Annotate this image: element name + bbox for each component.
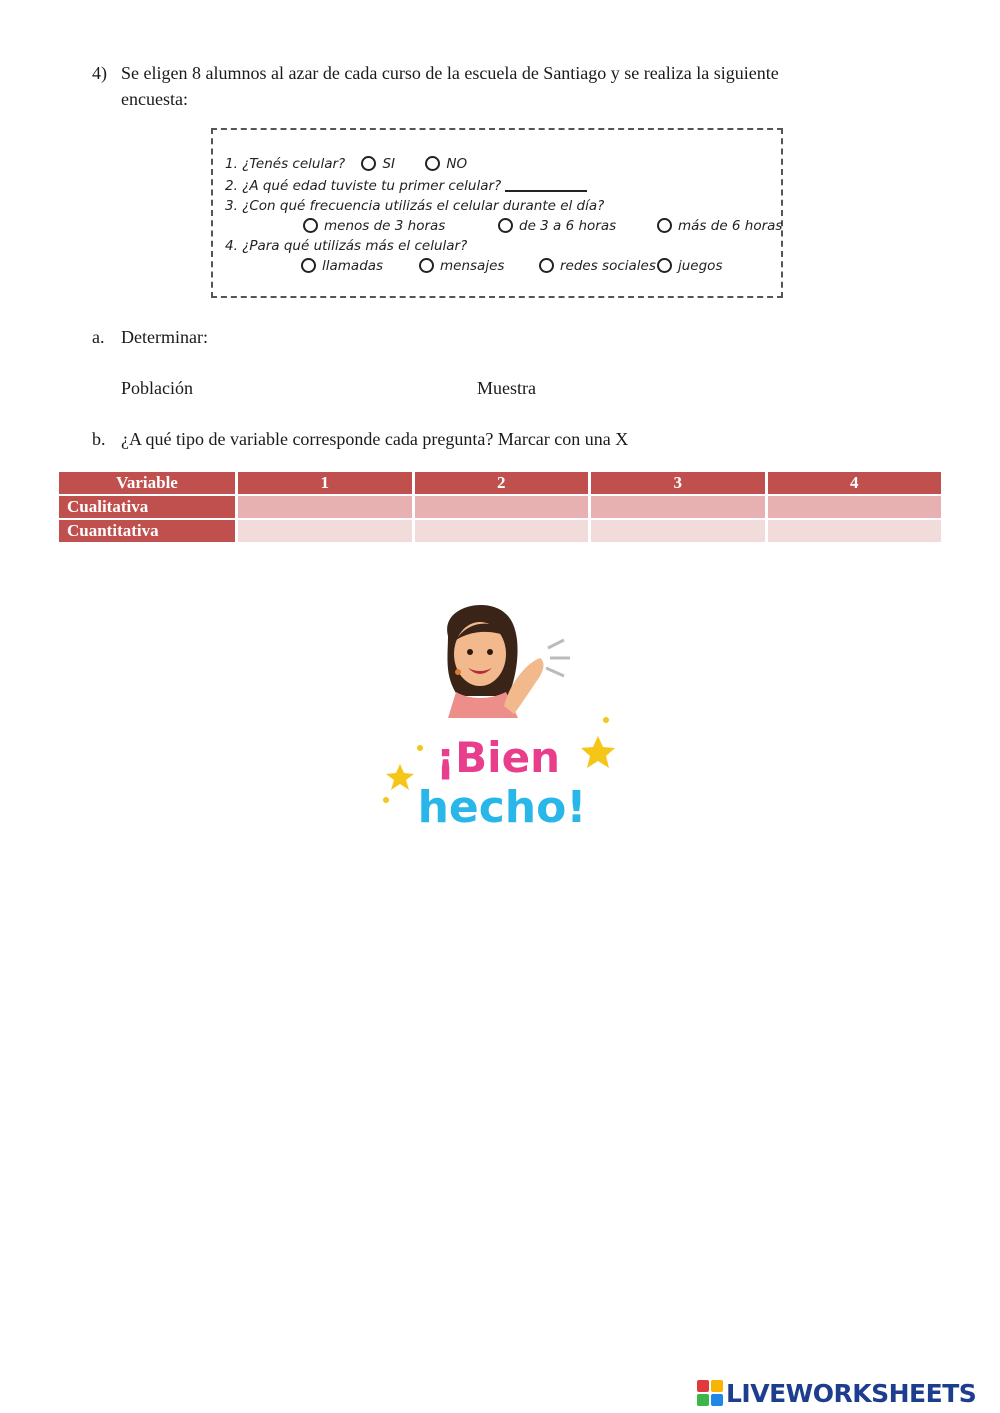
survey-q1: 1. ¿Tenés celular?: [225, 156, 346, 172]
sparkle-dot-icon: [603, 717, 609, 723]
header-col-3: 3: [591, 472, 765, 494]
question-text-line2: encuesta:: [121, 89, 188, 109]
answer-blank-line: [505, 190, 587, 192]
survey-q3-option-1: menos de 3 horas: [303, 218, 445, 234]
survey-q1-option-no: NO: [425, 156, 467, 172]
answer-cell-cualitativa-4[interactable]: [768, 496, 942, 518]
liveworksheets-logo: [697, 1378, 976, 1408]
radio-circle-icon: [498, 218, 513, 233]
radio-circle-icon: [425, 156, 440, 171]
part-b-label: ¿A qué tipo de variable corresponde cada pregunta? Marcar con una X: [121, 429, 629, 449]
part-a-letter: a.: [92, 327, 105, 347]
header-variable: Variable: [59, 472, 235, 494]
answer-cell-cualitativa-2[interactable]: [415, 496, 589, 518]
survey-box: [211, 128, 783, 298]
header-col-1: 1: [238, 472, 412, 494]
answer-cell-cuantitativa-2[interactable]: [415, 520, 589, 542]
radio-circle-icon: [657, 258, 672, 273]
row-label-cualitativa: Cualitativa: [59, 496, 235, 518]
poblacion-label: Población: [121, 378, 193, 398]
header-col-4: 4: [768, 472, 942, 494]
radio-circle-icon: [303, 218, 318, 233]
radio-circle-icon: [301, 258, 316, 273]
row-label-cuantitativa: Cuantitativa: [59, 520, 235, 542]
survey-q4-option-4: juegos: [657, 258, 722, 274]
variable-type-table: [56, 470, 944, 544]
survey-q4: 4. ¿Para qué utilizás más el celular?: [225, 238, 468, 254]
question-text-line1: Se eligen 8 alumnos al azar de cada curso de la escuela de Santiago y se realiza la siguiente: [121, 63, 779, 83]
part-a-label: Determinar:: [121, 327, 208, 347]
sticker-text-bien: ¡Bien: [436, 733, 560, 782]
question-number: 4): [92, 63, 107, 83]
radio-circle-icon: [539, 258, 554, 273]
answer-cell-cuantitativa-3[interactable]: [591, 520, 765, 542]
table-header-row: [59, 472, 941, 494]
answer-cell-cuantitativa-4[interactable]: [768, 520, 942, 542]
answer-cell-cuantitativa-1[interactable]: [238, 520, 412, 542]
survey-q3-option-2: de 3 a 6 horas: [498, 218, 616, 234]
answer-cell-cualitativa-3[interactable]: [591, 496, 765, 518]
survey-q4-option-3: redes sociales: [539, 258, 656, 274]
table-row: [59, 520, 941, 542]
survey-q3-option-3: más de 6 horas: [657, 218, 782, 234]
logo-text: LIVEWORKSHEETS: [726, 1378, 977, 1408]
radio-circle-icon: [657, 218, 672, 233]
avatar-icon: [447, 605, 570, 718]
survey-q1-option-si: SI: [361, 156, 395, 172]
radio-circle-icon: [361, 156, 376, 171]
muestra-label: Muestra: [477, 378, 536, 398]
header-col-2: 2: [415, 472, 589, 494]
sparkle-dot-icon: [383, 797, 389, 803]
table-row: [59, 496, 941, 518]
survey-q4-option-2: mensajes: [419, 258, 504, 274]
star-icon: [581, 736, 615, 768]
radio-circle-icon: [419, 258, 434, 273]
bien-hecho-sticker: [378, 596, 618, 836]
survey-q3: 3. ¿Con qué frecuencia utilizás el celular durante el día?: [225, 198, 605, 214]
survey-q2: 2. ¿A qué edad tuviste tu primer celular?: [225, 178, 502, 194]
sticker-text-hecho: hecho!: [417, 782, 587, 833]
answer-cell-cualitativa-1[interactable]: [238, 496, 412, 518]
liveworksheets-logo-icon: [697, 1380, 723, 1406]
survey-q4-option-1: llamadas: [301, 258, 383, 274]
part-b-letter: b.: [92, 429, 106, 449]
star-icon: [386, 764, 414, 790]
sparkle-dot-icon: [417, 745, 423, 751]
